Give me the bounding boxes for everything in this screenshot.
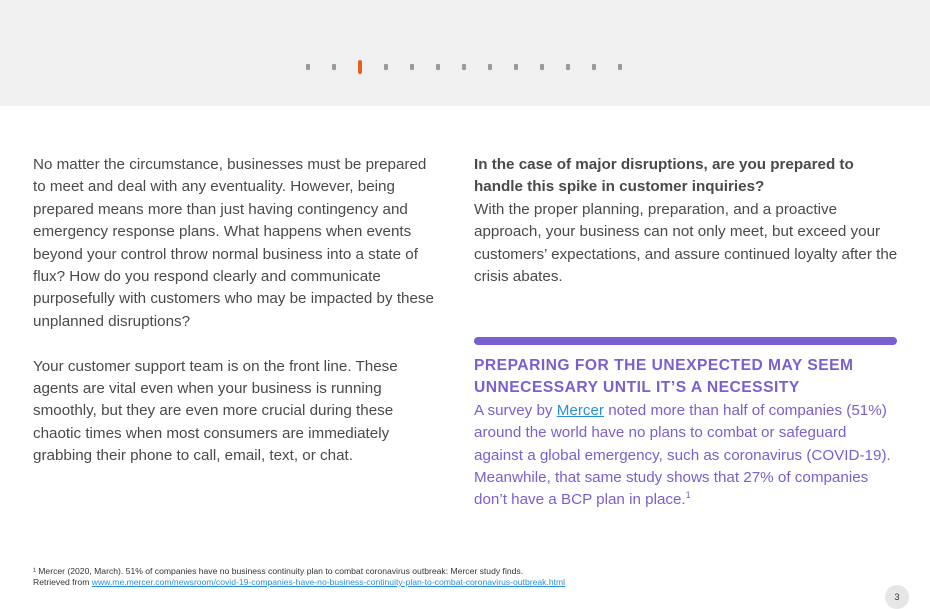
page-dot[interactable] bbox=[410, 64, 414, 70]
footnote-citation bbox=[33, 566, 853, 577]
footnote-citation-text: Mercer (2020, March). 51% of companies have no business continuity plan to combat coronavirus outbreak: Mercer study finds. bbox=[38, 566, 524, 576]
support-team-paragraph: Your customer support team is on the front line. These agents are vital even when your business is running smoothly, but they are even more crucial during these chaotic times when most consumers are immediately grabbing their phone to call, email, text, or chat. bbox=[33, 357, 398, 465]
callout-body-lead: A survey by bbox=[474, 401, 557, 419]
mercer-link[interactable]: Mercer bbox=[556, 401, 604, 419]
footnote-symbol: ¹ bbox=[33, 566, 36, 576]
page-dot[interactable] bbox=[306, 64, 310, 70]
page-dot[interactable] bbox=[566, 64, 570, 70]
footnote-retrieved bbox=[33, 577, 853, 588]
page-dot[interactable] bbox=[332, 64, 336, 70]
answer-paragraph: With the proper planning, preparation, and a proactive approach, your business can not only meet, but exceed your customers’ expectations, and assure continued loyalty after the crisis abates. bbox=[474, 200, 898, 286]
footnote-retrieved-prefix: Retrieved from bbox=[33, 577, 92, 587]
page-dot[interactable] bbox=[488, 64, 492, 70]
callout-box bbox=[474, 355, 899, 512]
page-dot[interactable] bbox=[592, 64, 596, 70]
page-number-badge: 3 bbox=[885, 585, 909, 609]
page-dot[interactable] bbox=[618, 64, 622, 70]
intro-paragraph: No matter the circumstance, businesses must be prepared to meet and deal with any eventuality. However, being prepared means more than just having contingency and emergency response plans. What happens when events beyond your control throw normal business into a state of flux? How do you respond clearly and communicate purposefully with customers who may be impacted by these unplanned disruptions? bbox=[33, 156, 434, 330]
left-column bbox=[33, 154, 443, 490]
page-dot[interactable] bbox=[514, 64, 518, 70]
page-header-band bbox=[0, 0, 930, 106]
right-column bbox=[474, 154, 899, 288]
page-dot[interactable] bbox=[384, 64, 388, 70]
footnote-marker: 1 bbox=[685, 490, 691, 501]
question-heading: In the case of major disruptions, are you prepared to handle this spike in customer inquiries? bbox=[474, 156, 854, 196]
page-indicator bbox=[306, 60, 644, 74]
page-dot[interactable] bbox=[462, 64, 466, 70]
footnote-url-link[interactable]: www.me.mercer.com/newsroom/covid-19-companies-have-no-business-continuity-plan-to-combat-coronavirus-outbreak.html bbox=[91, 577, 566, 587]
callout-divider bbox=[474, 337, 897, 345]
page-dot[interactable] bbox=[436, 64, 440, 70]
footnote bbox=[33, 566, 853, 588]
callout-body-rest: noted more than half of companies (51%) around the world have no plans to combat or safeguard against a global emergency, such as coronavirus (COVID-19). Meanwhile, that same study shows that 27% of companies don’t have a BCP plan in place. bbox=[474, 401, 891, 509]
callout-heading: PREPARING FOR THE UNEXPECTED MAY SEEM UNNECESSARY UNTIL IT’S A NECESSITY bbox=[474, 357, 854, 397]
page-dot-active[interactable] bbox=[358, 60, 362, 74]
callout-body bbox=[474, 400, 899, 512]
page-dot[interactable] bbox=[540, 64, 544, 70]
